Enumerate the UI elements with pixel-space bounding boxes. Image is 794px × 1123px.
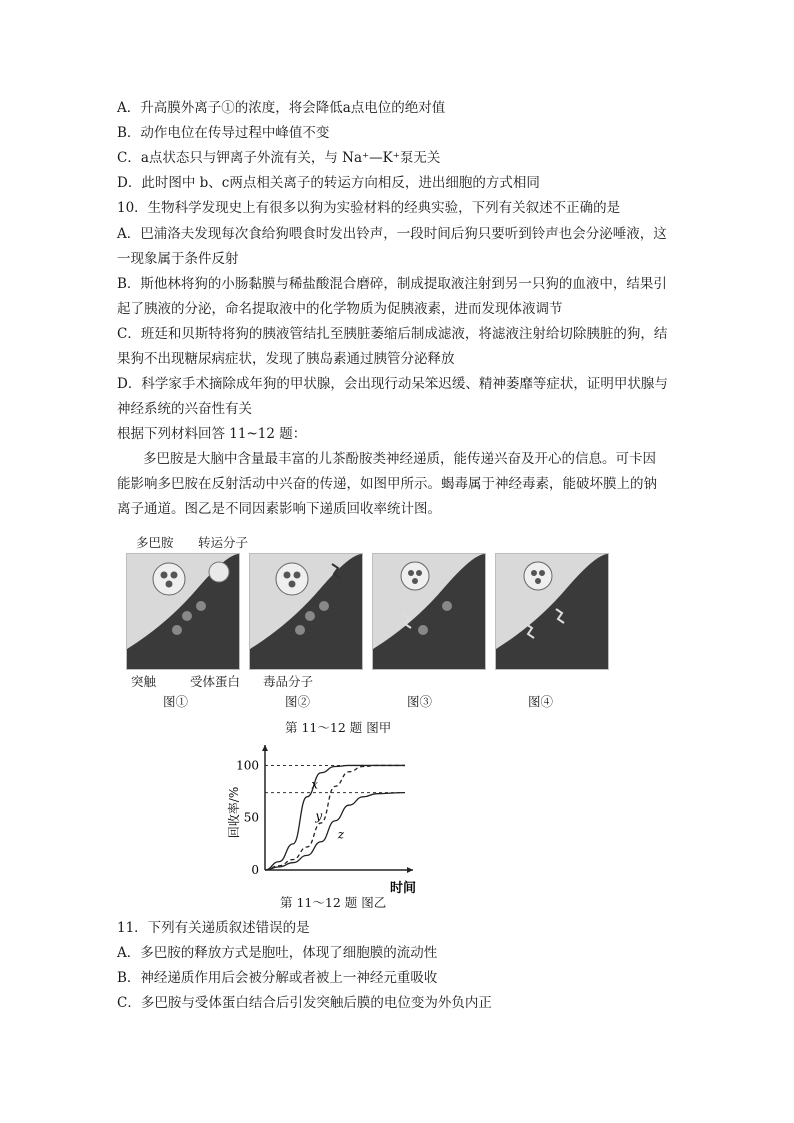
y-tick-label-2: 100 (236, 758, 259, 773)
figure-a-panels (126, 553, 616, 673)
panel-label-3: 图③ (407, 694, 433, 709)
question-11: 11．下列有关递质叙述错误的是 (117, 920, 310, 936)
x-axis-arrow (407, 867, 413, 873)
label-receptor: 受体蛋白 (190, 674, 241, 689)
option-a-q10-cont: 一现象属于条件反射 (117, 251, 239, 267)
series-label-z: z (337, 827, 345, 842)
y-tick-label-0: 0 (251, 863, 259, 877)
panel-2 (249, 553, 363, 670)
y-tick-label-1: 50 (243, 810, 259, 825)
option-c-q10: C．班廷和贝斯特将狗的胰液管结扎至胰脏萎缩后制成滤液，将滤液注射给切除胰脏的狗，结 (117, 326, 668, 342)
label-transporter: 转运分子 (198, 535, 249, 550)
series-label-x: x (311, 777, 318, 792)
figure-a-caption: 第 11～12 题 图甲 (285, 720, 392, 735)
panel-label-2: 图② (285, 694, 311, 709)
option-d-q9: D．此时图中 b、c两点相关离子的转运方向相反，进出细胞的方式相同 (117, 175, 540, 191)
label-dopamine: 多巴胺 (136, 535, 174, 550)
option-c-q9: C．a点状态只与钾离子外流有关，与 Na⁺—K⁺泵无关 (117, 150, 441, 166)
recovery-chart-svg (220, 740, 420, 900)
option-b-q11: B．神经递质作用后会被分解或者被上一神经元重吸收 (117, 970, 438, 986)
option-a-q10: A．巴浦洛夫发现每次食给狗喂食时发出铃声，一段时间后狗只要听到铃声也会分泌唾液，这 (117, 226, 667, 242)
label-synapse: 突触 (131, 674, 157, 689)
question-10: 10．生物科学发现史上有很多以狗为实验材料的经典实验，下列有关叙述不正确的是 (117, 200, 621, 216)
y-axis-arrow (262, 745, 268, 751)
material-paragraph-1: 多巴胺是大脑中含量最丰富的儿茶酚胺类神经递质，能传递兴奋及开心的信息。可卡因 (143, 451, 656, 467)
figure-b-caption: 第 11～12 题 图乙 (280, 895, 387, 910)
option-d-q10-cont: 神经系统的兴奋性有关 (117, 401, 252, 417)
option-c-q10-cont: 果狗不出现糖尿病症状，发现了胰岛素通过胰管分泌释放 (117, 351, 455, 367)
option-a-q11: A．多巴胺的释放方式是胞吐，体现了细胞膜的流动性 (117, 945, 438, 961)
material-intro: 根据下列材料回答 11~12 题： (117, 426, 307, 442)
panel-label-1: 图① (163, 694, 189, 709)
option-a-q9: A．升高膜外离子①的浓度，将会降低a点电位的绝对值 (117, 100, 446, 116)
series-line-x (265, 765, 405, 870)
option-b-q10-cont: 起了胰液的分泌，命名提取液中的化学物质为促胰液素，进而发现体液调节 (117, 301, 563, 317)
panel-4 (495, 553, 609, 670)
option-d-q10: D．科学家手术摘除成年狗的甲状腺，会出现行动呆笨迟缓、精神萎靡等症状，证明甲状腺与 (117, 376, 668, 392)
material-paragraph-2: 能影响多巴胺在反射活动中兴奋的传递，如图甲所示。蝎毒属于神经毒素，能破坏膜上的钠 (117, 476, 657, 492)
recovery-chart (220, 740, 420, 900)
series-label-y: y (315, 808, 323, 823)
series-line-z (265, 793, 405, 870)
option-b-q9: B．动作电位在传导过程中峰值不变 (117, 125, 330, 141)
y-axis-label: 回收率/% (227, 786, 241, 839)
label-drug: 毒品分子 (263, 674, 314, 689)
material-paragraph-3: 离子通道。图乙是不同因素影响下递质回收率统计图。 (117, 501, 441, 517)
option-b-q10: B．斯他林将狗的小肠黏膜与稀盐酸混合磨碎，制成提取液注射到另一只狗的血液中，结果引 (117, 276, 667, 292)
panel-3 (372, 553, 486, 670)
x-axis-label: 时间 (389, 881, 417, 896)
panel-1 (126, 553, 240, 670)
panel-label-4: 图④ (528, 694, 554, 709)
option-c-q11: C．多巴胺与受体蛋白结合后引发突触后膜的电位变为外负内正 (117, 995, 492, 1011)
